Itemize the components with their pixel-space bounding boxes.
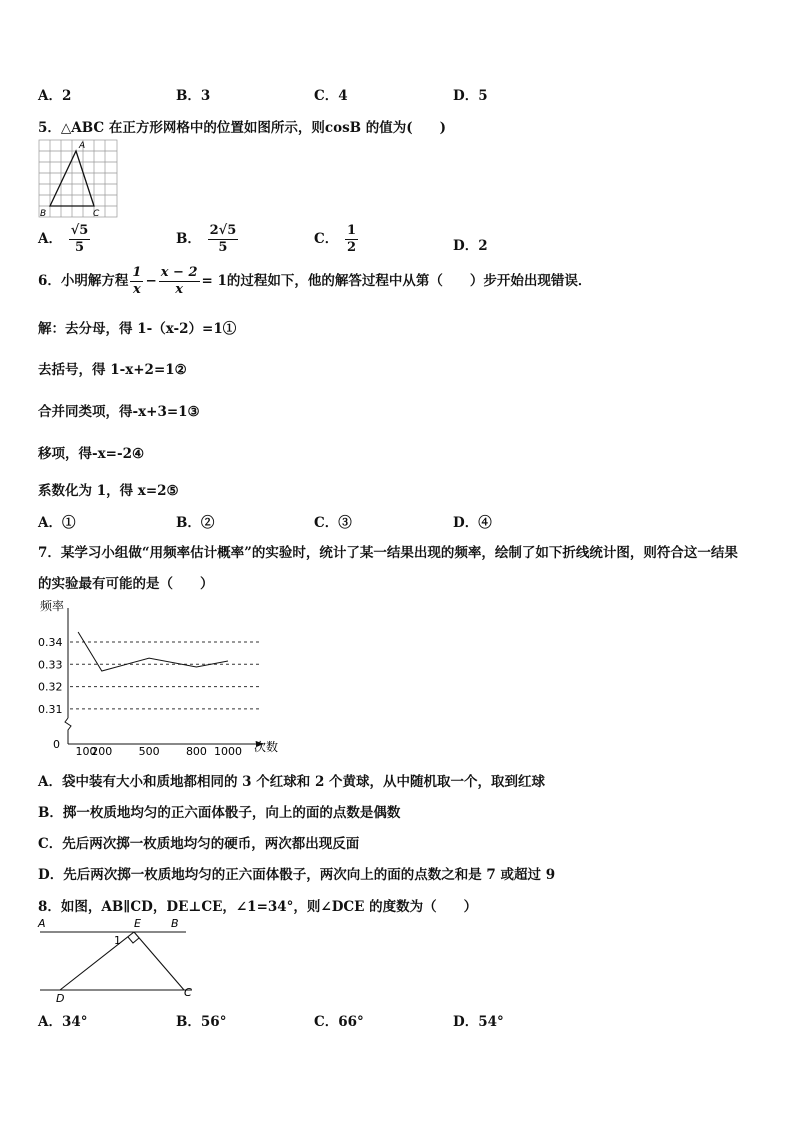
right-angle-mark [128, 937, 139, 943]
fraction-numerator: 2√5 [209, 223, 237, 238]
label-d: D [56, 992, 65, 1005]
fraction-1 [130, 265, 143, 298]
q6-option-d[interactable]: D．④ [453, 515, 492, 531]
q7-option-d[interactable]: D．先后两次掷一枚质地均匀的正六面体骰子，两次向上的面的点数之和是 7 或超过 9 [38, 867, 556, 883]
q8-option-b[interactable]: B．56° [176, 1014, 227, 1030]
q8-stem: 8．如图，AB∥CD，DE⊥CE，∠1=34°，则∠DCE 的度数为（ ） [38, 899, 478, 915]
y-tick-group [38, 636, 260, 716]
fraction-numerator: √5 [70, 223, 89, 238]
q6-step-4: 移项，得-x=-2④ [38, 446, 145, 462]
q8-option-c[interactable]: C．66° [314, 1014, 364, 1030]
q4-option-a[interactable]: A．2 [38, 88, 72, 104]
q8-option-d[interactable]: D．54° [453, 1014, 504, 1030]
x-tick-label: 1000 [214, 745, 242, 758]
label-a: A [79, 141, 86, 151]
frequency-line-chart [36, 596, 296, 758]
x-tick-label: 800 [185, 745, 207, 758]
fraction [345, 223, 358, 256]
option-prefix: C． [314, 231, 339, 247]
fraction-denominator: 5 [74, 240, 84, 255]
fraction-numerator: 1 [346, 223, 356, 238]
q6-stem-suffix: 的过程如下，他的解答过程中从第（ ）步开始出现错误． [226, 273, 592, 289]
q5-option-c[interactable] [314, 223, 360, 256]
origin-label: 0 [53, 738, 60, 751]
minus-sign: − [145, 273, 157, 289]
y-tick-label: 0.34 [38, 636, 63, 649]
fraction-denominator: 2 [346, 240, 356, 255]
q5-grid-figure [38, 138, 120, 220]
fraction-2 [159, 265, 200, 298]
x-tick-label: 200 [91, 745, 113, 758]
option-value: 2 [478, 238, 488, 254]
label-e: E [134, 917, 141, 930]
label-c: C [184, 986, 192, 999]
q6-stem [38, 265, 591, 298]
x-axis-label: 次数 [254, 740, 279, 754]
option-prefix: A． [38, 231, 62, 247]
x-tick-label: 500 [138, 745, 160, 758]
y-tick-label: 0.32 [38, 680, 63, 694]
q7-option-b[interactable]: B．掷一枚质地均匀的正六面体骰子，向上的面的点数是偶数 [38, 805, 401, 821]
fraction-denominator: x [133, 282, 141, 297]
segment-de [60, 932, 134, 990]
q6-step-3: 合并同类项，得-x+3=1③ [38, 404, 200, 420]
label-c: C [93, 209, 100, 219]
q8-figure [36, 914, 200, 1006]
y-axis-break [65, 718, 71, 744]
fraction [69, 223, 91, 256]
q7-option-c[interactable]: C．先后两次掷一枚质地均匀的硬币，两次都出现反面 [38, 836, 360, 852]
label-angle-1: 1 [114, 934, 121, 947]
q5-option-d[interactable] [453, 234, 488, 254]
q7-stem-line-2: 的实验最有可能的是（ ） [38, 576, 214, 592]
label-b: B [40, 209, 47, 219]
option-prefix: D． [453, 238, 479, 254]
q4-option-b[interactable]: B．3 [176, 88, 211, 104]
fraction-numerator: 1 [132, 265, 142, 280]
equals-one: = 1 [201, 273, 227, 289]
q6-option-b[interactable]: B．② [176, 515, 215, 531]
x-tick-label: 100 [75, 745, 97, 758]
q5-option-b[interactable] [176, 223, 240, 256]
q5-stem: 5．△ABC 在正方形网格中的位置如图所示，则cosB 的值为( ) [38, 120, 447, 136]
q4-option-c[interactable]: C．4 [314, 88, 348, 104]
fraction-denominator: 5 [218, 240, 228, 255]
label-b: B [171, 917, 179, 930]
q8-option-a[interactable]: A．34° [38, 1014, 88, 1030]
q6-stem-prefix: 6．小明解方程 [38, 273, 129, 289]
q6-step-1: 解：去分母，得 1-（x-2）=1① [38, 321, 237, 337]
q6-step-2: 去括号，得 1-x+2=1② [38, 362, 187, 378]
q7-stem-line-1: 7．某学习小组做“用频率估计概率”的实验时，统计了某一结果出现的频率，绘制了如下折线统计图，则符合这一结果 [38, 545, 738, 561]
frequency-series-line [78, 632, 228, 671]
fraction-numerator: x − 2 [160, 265, 198, 280]
q6-option-a[interactable]: A．① [38, 515, 76, 531]
label-a: A [38, 917, 46, 930]
x-tick-group [76, 745, 243, 758]
y-tick-label: 0.31 [38, 702, 63, 716]
q6-step-5: 系数化为 1，得 x=2⑤ [38, 483, 179, 499]
y-tick-label: 0.33 [38, 658, 63, 672]
option-prefix: B． [176, 231, 201, 247]
y-axis-label: 频率 [40, 599, 65, 613]
segment-ec [134, 932, 184, 990]
fraction-denominator: x [175, 282, 184, 297]
q5-option-a[interactable] [38, 223, 92, 256]
fraction [208, 223, 239, 256]
q7-option-a[interactable]: A．袋中装有大小和质地都相同的 3 个红球和 2 个黄球，从中随机取一个，取到红球 [38, 774, 546, 790]
q4-option-d[interactable]: D．5 [453, 88, 488, 104]
q6-option-c[interactable]: C．③ [314, 515, 352, 531]
